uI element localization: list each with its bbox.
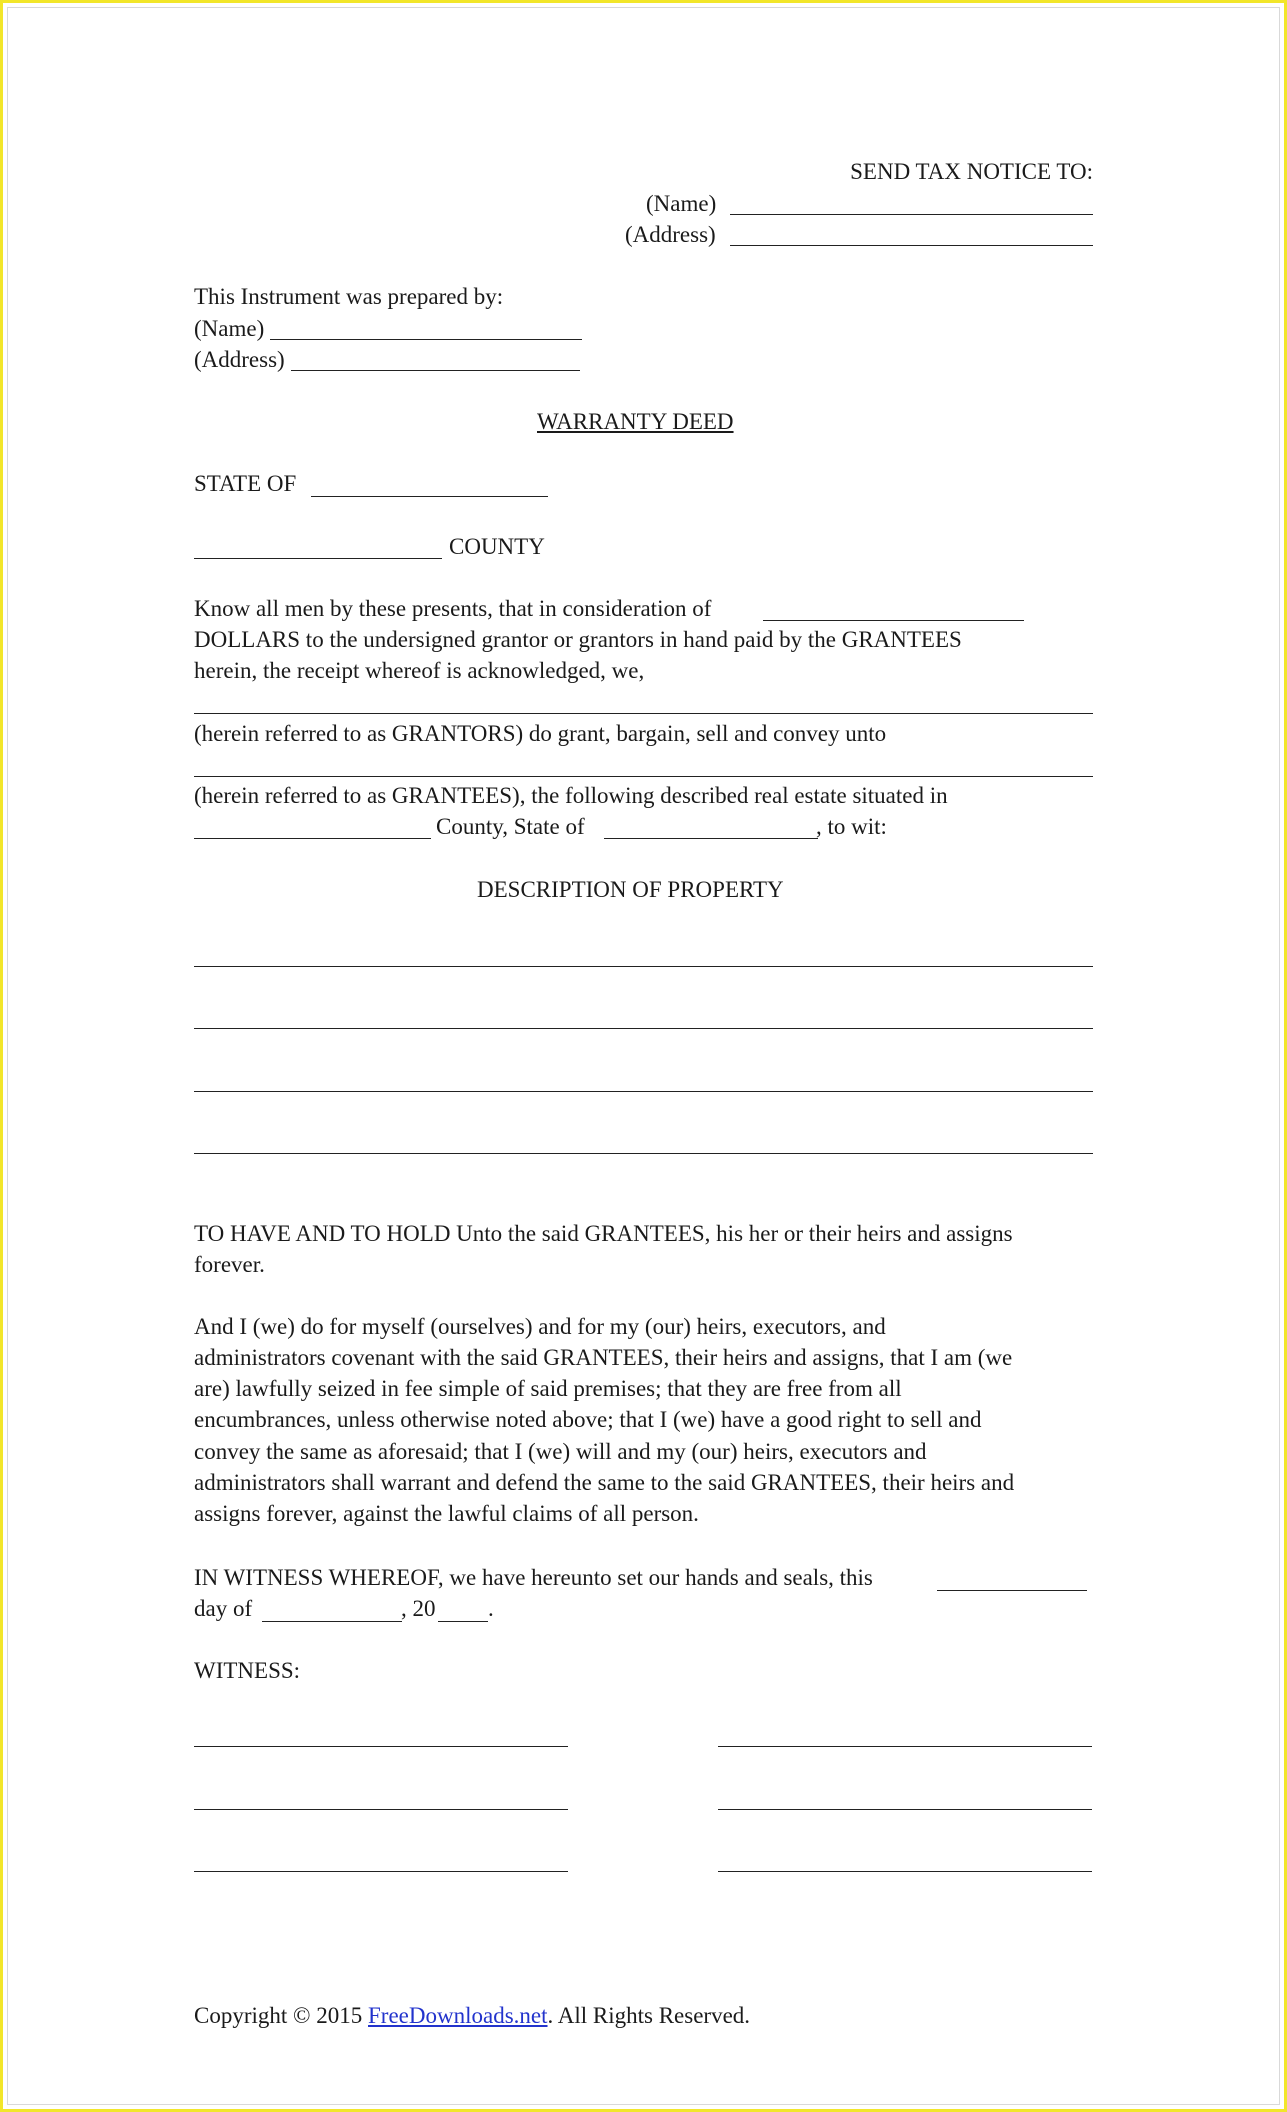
consideration-line-2: DOLLARS to the undersigned grantor or grantors in hand paid by the GRANTEES: [194, 627, 962, 652]
send-tax-notice-heading: SEND TAX NOTICE TO:: [850, 159, 1093, 184]
property-county-field[interactable]: [194, 838, 431, 839]
witness-year-field[interactable]: [438, 1621, 488, 1622]
habendum-line-2: forever.: [194, 1252, 265, 1277]
witness-signature-line-2[interactable]: [194, 1809, 568, 1810]
covenant-line-3: are) lawfully seized in fee simple of said premises; that they are free from all: [194, 1376, 902, 1401]
freedownloads-link[interactable]: FreeDownloads.net: [368, 2003, 548, 2028]
covenant-line-4: encumbrances, unless otherwise noted above; that I (we) have a good right to sell and: [194, 1407, 982, 1432]
grantors-line: (herein referred to as GRANTORS) do grant, bargain, sell and convey unto: [194, 721, 887, 746]
covenant-line-2: administrators covenant with the said GRANTEES, their heirs and assigns, that I am (we: [194, 1345, 1013, 1370]
prepared-by-address-field[interactable]: [291, 370, 580, 371]
grantor-signature-line-2[interactable]: [718, 1809, 1092, 1810]
tax-notice-name-field[interactable]: [730, 214, 1093, 215]
grantees-name-field[interactable]: [194, 776, 1093, 777]
prepared-by-name-field[interactable]: [270, 339, 582, 340]
to-wit-label: , to wit:: [816, 814, 887, 839]
witness-signature-line-1[interactable]: [194, 1746, 568, 1747]
consideration-line-1: Know all men by these presents, that in consideration of: [194, 596, 712, 621]
description-line-1[interactable]: [194, 966, 1093, 967]
grantees-line: (herein referred to as GRANTEES), the following described real estate situated in: [194, 783, 948, 808]
description-line-4[interactable]: [194, 1153, 1093, 1154]
tax-notice-name-label: (Name): [646, 191, 717, 216]
prepared-by-heading: This Instrument was prepared by:: [194, 284, 504, 309]
consideration-line-3: herein, the receipt whereof is acknowledged, we,: [194, 658, 645, 683]
description-line-3[interactable]: [194, 1091, 1093, 1092]
county-state-label: County, State of: [436, 814, 585, 839]
witness-day-of-label: day of: [194, 1596, 253, 1621]
state-field[interactable]: [311, 496, 548, 497]
county-label: COUNTY: [449, 534, 545, 559]
witness-period: .: [488, 1596, 494, 1621]
habendum-line-1: TO HAVE AND TO HOLD Unto the said GRANTEES, his her or their heirs and assigns: [194, 1221, 1013, 1246]
prepared-by-address-label: (Address): [194, 347, 285, 372]
rights-text: . All Rights Reserved.: [547, 2003, 751, 2028]
grantors-name-field[interactable]: [194, 713, 1093, 714]
state-label: STATE OF: [194, 471, 297, 496]
grantor-signature-line-1[interactable]: [718, 1746, 1092, 1747]
copyright-text: Copyright © 2015: [194, 2003, 369, 2028]
covenant-line-5: convey the same as aforesaid; that I (we) will and my (our) heirs, executors and: [194, 1439, 927, 1464]
prepared-by-name-label: (Name): [194, 316, 265, 341]
covenant-line-7: assigns forever, against the lawful claims of all person.: [194, 1501, 699, 1526]
county-field[interactable]: [194, 558, 442, 559]
witness-day-field[interactable]: [937, 1590, 1087, 1591]
witness-month-field[interactable]: [262, 1621, 402, 1622]
consideration-amount-field[interactable]: [763, 620, 1024, 621]
grantor-signature-line-3[interactable]: [718, 1871, 1092, 1872]
witness-label: WITNESS:: [194, 1658, 301, 1683]
tax-notice-address-field[interactable]: [730, 245, 1093, 246]
description-line-2[interactable]: [194, 1028, 1093, 1029]
covenant-line-1: And I (we) do for myself (ourselves) and for my (our) heirs, executors, and: [194, 1314, 886, 1339]
property-state-field[interactable]: [604, 838, 818, 839]
witness-signature-line-3[interactable]: [194, 1871, 568, 1872]
tax-notice-address-label: (Address): [625, 222, 716, 247]
witness-clause-line-1: IN WITNESS WHEREOF, we have hereunto set our hands and seals, this: [194, 1565, 873, 1590]
document-title: WARRANTY DEED: [537, 409, 734, 434]
description-title: DESCRIPTION OF PROPERTY: [477, 877, 784, 902]
witness-year-prefix: , 20: [401, 1596, 436, 1621]
footer-copyright: [194, 2000, 750, 2031]
covenant-line-6: administrators shall warrant and defend the same to the said GRANTEES, their heirs and: [194, 1470, 1015, 1495]
